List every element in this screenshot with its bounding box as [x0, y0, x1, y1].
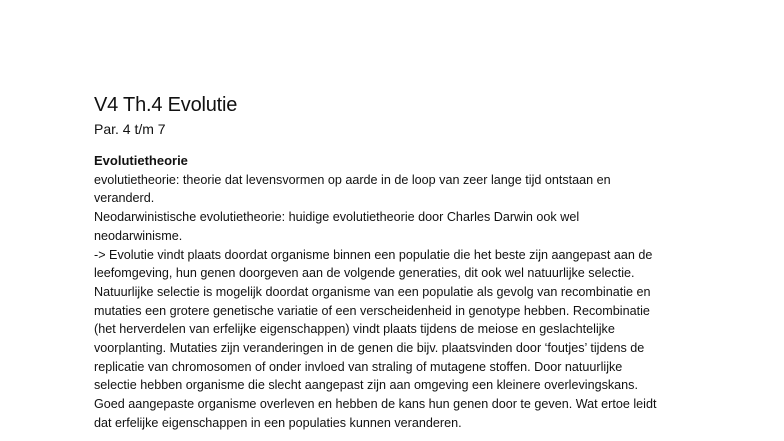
- text-line: Neodarwinistische evolutietheorie: huidige evolutietheorie door Charles Darwin ook wel: [94, 210, 580, 225]
- section-evolutietheorie: [94, 152, 694, 433]
- text-line: neodarwinisme.: [94, 228, 183, 243]
- text-line: leefomgeving, hun genen doorgeven aan de volgende generaties, dit ook wel natuurlijke selectie.: [94, 266, 635, 281]
- section-heading: Evolutietheorie: [94, 153, 188, 168]
- text-line: Goed aangepaste organisme overleven en hebben de kans hun genen door te geven. Wat ertoe leidt: [94, 397, 657, 412]
- page-subtitle: Par. 4 t/m 7: [94, 121, 166, 137]
- page-title: V4 Th.4 Evolutie: [94, 94, 238, 116]
- text-line: veranderd.: [94, 191, 155, 206]
- text-line: voorplanting. Mutaties zijn veranderingen in de genen die bijv. plaatsvinden door ‘foutjes’ tijdens de: [94, 341, 645, 356]
- text-line: dat erfelijke eigenschappen in een populaties kunnen veranderen.: [94, 415, 462, 430]
- text-line: (het herverdelen van erfelijke eigenschappen) vindt plaats tijdens de meiose en geslachtelijke: [94, 322, 615, 337]
- text-line: selectie hebben organisme die slecht aangepast zijn aan omgeving een kleinere overlevingskans.: [94, 378, 638, 393]
- text-line: Natuurlijke selectie is mogelijk doordat organisme van een populatie als gevolg van recombinatie en: [94, 284, 651, 299]
- text-line: evolutietheorie: theorie dat levensvormen op aarde in de loop van zeer lange tijd ontstaan en: [94, 172, 611, 187]
- text-line: -> Evolutie vindt plaats doordat organisme binnen een populatie die het beste zijn aangepast aan de: [94, 247, 653, 262]
- text-line: mutaties een grotere genetische variatie of een verscheidenheid in genotype hebben. Recombinatie: [94, 303, 650, 318]
- document-page: [94, 92, 694, 433]
- text-line: replicatie van chromosomen of onder invloed van straling of mutagene stoffen. Door natuurlijke: [94, 359, 623, 374]
